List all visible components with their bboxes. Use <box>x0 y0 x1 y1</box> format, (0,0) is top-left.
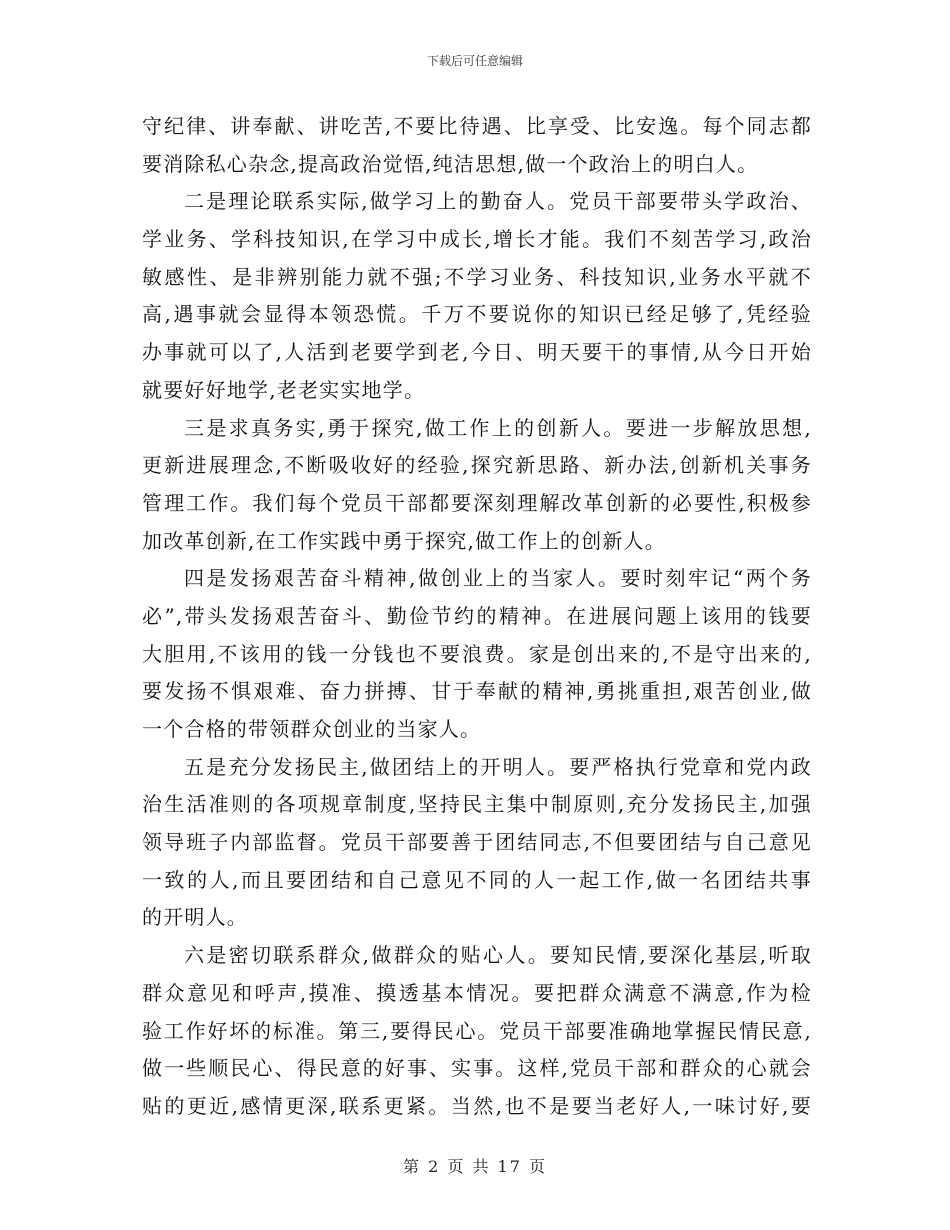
body-line: 群众意见和呼声,摸准、摸透基本情况。要把群众满意不满意,作为检 <box>142 980 812 1005</box>
body-line: 大胆用,不该用的钱一分钱也不要浪费。家是创出来的,不是守出来的, <box>142 641 812 666</box>
body-line: 守纪律、讲奉献、讲吃苦,不要比待遇、比享受、比安逸。每个同志都 <box>142 114 812 138</box>
body-line: 就要好好地学,老老实实地学。 <box>142 377 426 402</box>
body-line: 更新进展理念,不断吸收好的经验,探究新思路、新办法,创新机关事务 <box>142 453 812 478</box>
body-line: 三是求真务实,勇于探究,做工作上的创新人。要进一步解放思想, <box>184 415 812 440</box>
body-line: 领导班子内部监督。党员干部要善于团结同志,不但要团结与自己意见 <box>142 830 812 855</box>
body-line: 六是密切联系群众,做群众的贴心人。要知民情,要深化基层,听取 <box>184 943 812 968</box>
document-body <box>142 108 812 1126</box>
body-line: 高,遇事就会显得本领恐慌。千万不要说你的知识已经足够了,凭经验 <box>142 302 812 327</box>
body-line: 做一些顺民心、得民意的好事、实事。这样,党员干部和群众的心就会 <box>142 1056 812 1081</box>
body-line: 的开明人。 <box>142 905 248 930</box>
body-line: 敏感性、是非辨别能力就不强;不学习业务、科技知识,业务水平就不 <box>142 264 812 289</box>
body-line: 治生活准则的各项规章制度,坚持民主集中制原则,充分发扬民主,加强 <box>142 792 812 817</box>
body-line: 二是理论联系实际,做学习上的勤奋人。党员干部要带头学政治、 <box>184 189 812 214</box>
page-header: 下载后可任意编辑 <box>426 54 523 68</box>
body-line: 验工作好坏的标准。第三,要得民心。党员干部要准确地掌握民情民意, <box>142 1018 812 1043</box>
body-line: 一致的人,而且要团结和自己意见不同的人一起工作,做一名团结共事 <box>142 867 812 892</box>
body-line: 贴的更近,感情更深,联系更紧。当然,也不是要当老好人,一味讨好,要 <box>142 1093 812 1118</box>
body-line: 加改革创新,在工作实践中勇于探究,做工作上的创新人。 <box>142 528 666 553</box>
body-line: 必”,带头发扬艰苦奋斗、勤俭节约的精神。在进展问题上该用的钱要 <box>142 603 812 628</box>
body-line: 一个合格的带领群众创业的当家人。 <box>142 717 482 741</box>
page-number-footer: 第 2 页 共 17 页 <box>403 1157 547 1176</box>
body-line: 要发扬不惧艰难、奋力拼搏、甘于奉献的精神,勇挑重担,艰苦创业,做 <box>142 679 812 704</box>
body-line: 学业务、学科技知识,在学习中成长,增长才能。我们不刻苦学习,政治 <box>142 227 812 252</box>
body-line: 五是充分发扬民主,做团结上的开明人。要严格执行党章和党内政 <box>184 754 812 779</box>
body-line: 管理工作。我们每个党员干部都要深刻理解改革创新的必要性,积极参 <box>142 490 812 515</box>
body-line: 四是发扬艰苦奋斗精神,做创业上的当家人。要时刻牢记“两个务 <box>184 566 812 591</box>
body-line: 办事就可以了,人活到老要学到老,今日、明天要干的事情,从今日开始 <box>142 340 812 365</box>
body-line: 要消除私心杂念,提高政治觉悟,纯洁思想,做一个政治上的明白人。 <box>142 151 759 176</box>
